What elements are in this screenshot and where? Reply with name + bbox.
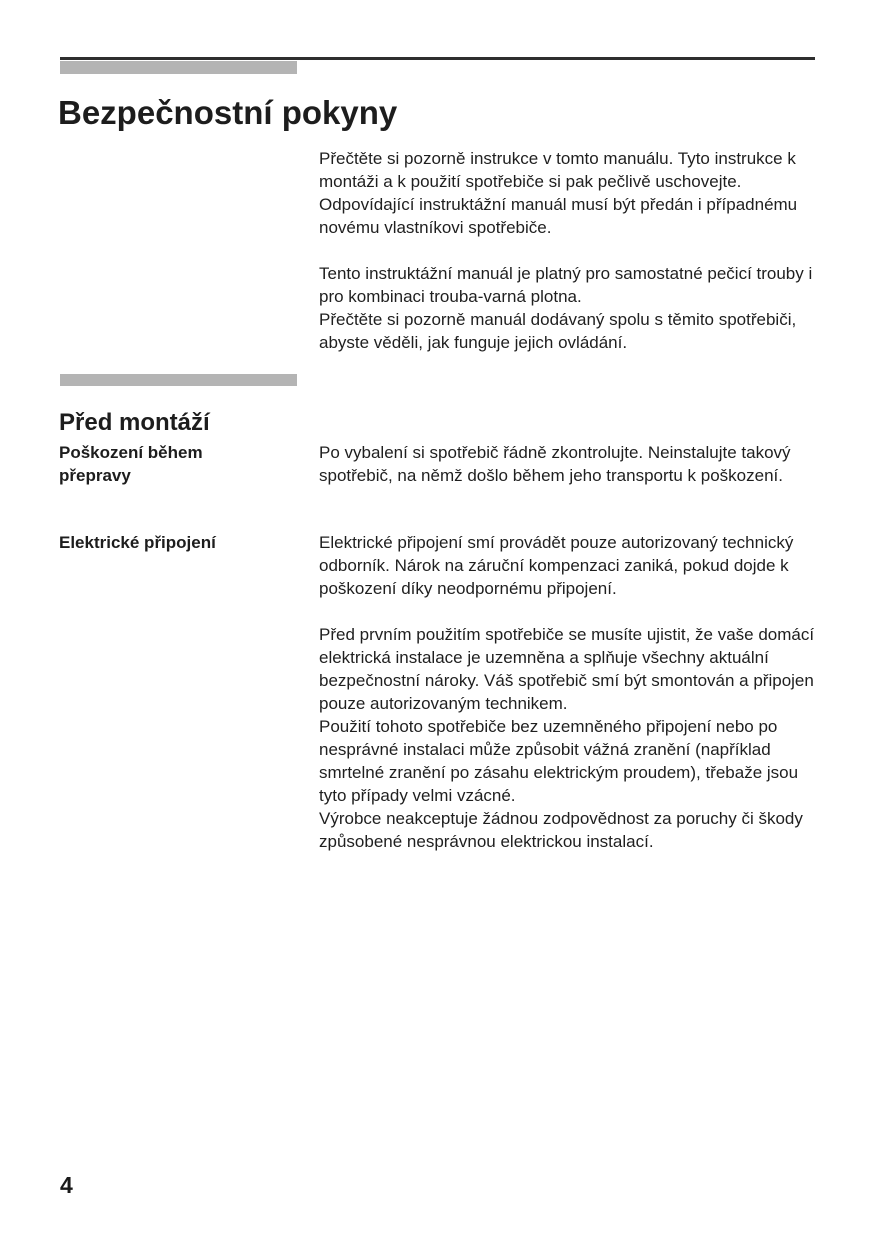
row-label-electrical-connection: Elektrické připojení xyxy=(59,533,216,552)
title-accent-bar xyxy=(60,61,297,74)
intro-paragraph: Tento instruktážní manuál je platný pro samostatné pečicí trouby i pro kombinaci trouba-varná plotna. Přečtěte si pozorně manuál dodávaný spolu s těmito spotřebiči, abyste věděli, jak funguje jejich ovládání. xyxy=(319,264,813,352)
intro-block xyxy=(319,147,816,354)
body-paragraph: Před prvním použitím spotřebiče se musíte ujistit, že vaše domácí elektrická instalace je uzemněna a splňuje všechny aktuální bezpečnostní nároky. Váš spotřebič smí být smontován a připojen pouze autorizovaným technikem. Použití tohoto spotřebiče bez uzemněného připojení nebo po nesprávné instalaci může způsobit vážná zranění (například smrtelné zranění po zásahu elektrickým proudem), třebaže jsou tyto případy velmi vzácné. Výrobce neakceptuje žádnou zodpovědnost za poruchy či škody způsobené nesprávnou elektrickou instalací. xyxy=(319,625,815,851)
body-paragraph: Po vybalení si spotřebič řádně zkontrolujte. Neinstalujte takový spotřebič, na němž došlo během jeho transportu k poškození. xyxy=(319,443,791,485)
section-accent-bar xyxy=(60,374,297,386)
page-number: 4 xyxy=(60,1172,73,1198)
row-text-electrical-connection xyxy=(319,531,816,853)
page-title: Bezpečnostní pokyny xyxy=(58,94,398,132)
top-rule xyxy=(60,57,815,60)
row-label-transport-damage: Poškození během přepravy xyxy=(59,443,203,485)
section-heading: Před montáží xyxy=(59,408,210,436)
intro-paragraph: Přečtěte si pozorně instrukce v tomto manuálu. Tyto instrukce k montáži a k použití spotřebiče si pak pečlivě uschovejte. Odpovídající instruktážní manuál musí být předán i případnému novému vlastníkovi spotřebiče. xyxy=(319,149,798,237)
row-text-transport-damage xyxy=(319,441,816,487)
body-paragraph: Elektrické připojení smí provádět pouze autorizovaný technický odborník. Nárok na záruční kompenzaci zaniká, pokud dojde k poškození díky neodpornému připojení. xyxy=(319,533,794,598)
